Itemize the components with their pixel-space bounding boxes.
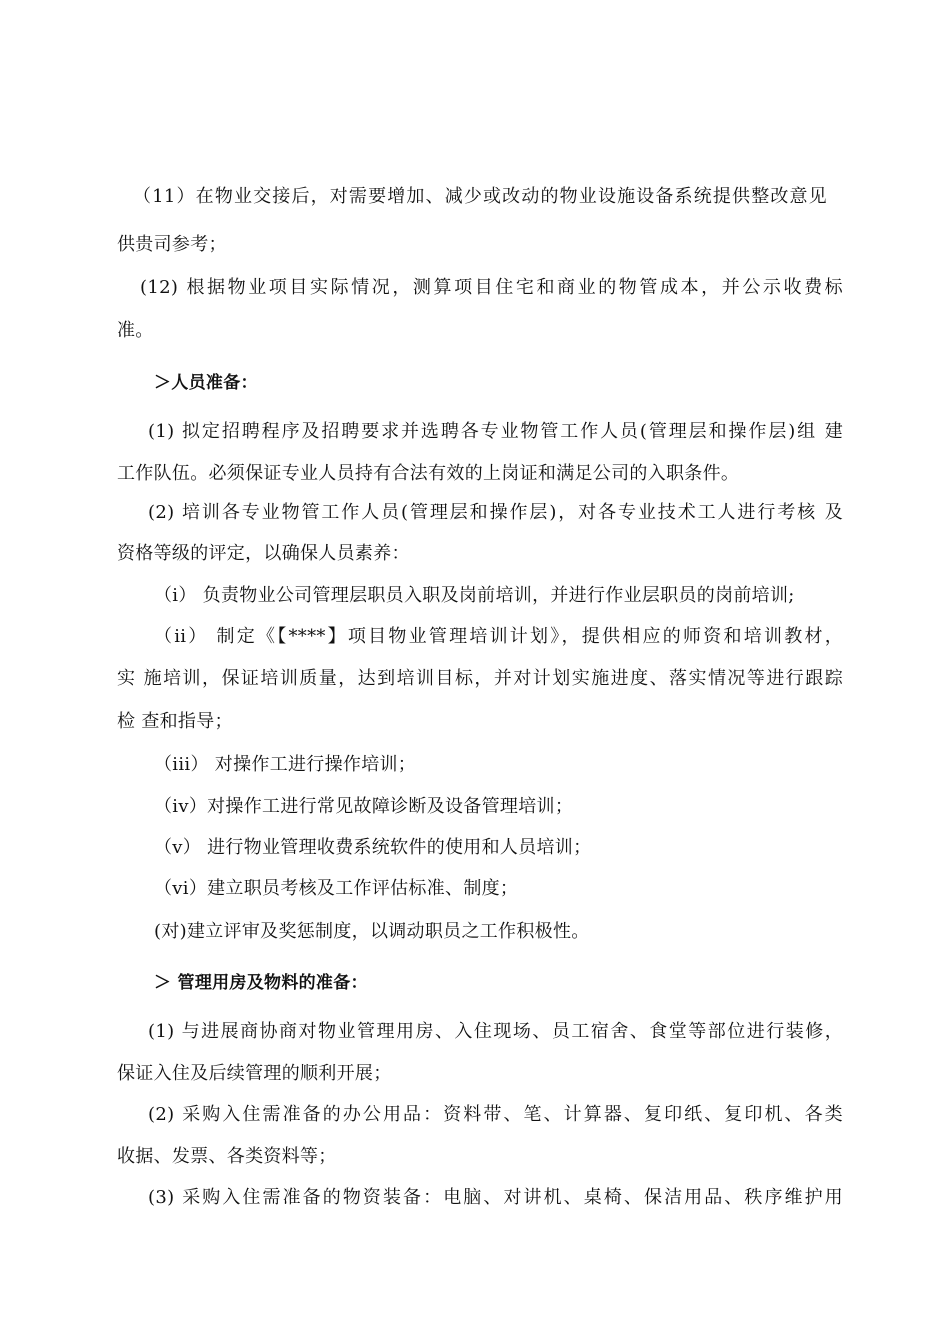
heading-premises-materials: ＞ 管理用房及物料的准备： bbox=[154, 973, 368, 993]
personnel-sub-vi: （vi）建立职员考核及工作评估标准、制度； bbox=[154, 878, 519, 899]
personnel-sub-vii: (对)建立评审及奖惩制度，以调动职员之工作积极性。 bbox=[154, 921, 590, 942]
personnel-sub-v: （v） 进行物业管理收费系统软件的使用和人员培训； bbox=[154, 837, 592, 858]
item-11-line-1: （11）在物业交接后，对需要增加、减少或改动的物业设施设备系统提供整改意见 bbox=[133, 186, 827, 207]
personnel-item-2-line-1: (2) 培训各专业物管工作人员(管理层和操作层)，对各专业技术工人进行考核 及 bbox=[148, 502, 843, 523]
premises-item-1-line-1: (1) 与进展商协商对物业管理用房、入住现场、员工宿舍、食堂等部位进行装修， bbox=[148, 1021, 843, 1042]
item-11-line-2: 供贵司参考； bbox=[117, 234, 227, 255]
item-12-line-1: (12) 根据物业项目实际情况，测算项目住宅和商业的物管成本，并公示收费标 bbox=[140, 277, 843, 298]
personnel-item-2-line-2: 资格等级的评定，以确保人员素养： bbox=[117, 543, 410, 564]
personnel-sub-ii-line-1: （ii） 制定《【****】项目物业管理培训计划》，提供相应的师资和培训教材， bbox=[154, 626, 843, 647]
personnel-sub-ii-line-2: 实 施培训，保证培训质量，达到培训目标，并对计划实施进度、落实情况等进行跟踪 bbox=[117, 668, 843, 689]
premises-item-2-line-1: (2) 采购入住需准备的办公用品：资料带、笔、计算器、复印纸、复印机、各类 bbox=[148, 1104, 843, 1125]
heading-personnel-preparation: ＞人员准备： bbox=[154, 373, 258, 393]
personnel-item-1-line-1: (1) 拟定招聘程序及招聘要求并选聘各专业物管工作人员(管理层和操作层)组 建 bbox=[148, 421, 843, 442]
personnel-sub-i: （i） 负责物业公司管理层职员入职及岗前培训，并进行作业层职员的岗前培训; bbox=[154, 585, 795, 606]
item-12-line-2: 准。 bbox=[117, 320, 154, 341]
premises-item-1-line-2: 保证入住及后续管理的顺利开展； bbox=[117, 1063, 392, 1084]
personnel-sub-ii-line-3: 检 查和指导； bbox=[117, 711, 233, 732]
personnel-item-1-line-2: 工作队伍。必须保证专业人员持有合法有效的上岗证和满足公司的入职条件。 bbox=[117, 463, 740, 484]
premises-item-2-line-2: 收据、发票、各类资料等； bbox=[117, 1146, 337, 1167]
personnel-sub-iv: （iv）对操作工进行常见故障诊断及设备管理培训； bbox=[154, 796, 574, 817]
premises-item-3-line-1: (3) 采购入住需准备的物资装备：电脑、对讲机、桌椅、保洁用品、秩序维护用 bbox=[148, 1187, 843, 1208]
personnel-sub-iii: （iii） 对操作工进行操作培训； bbox=[154, 754, 417, 775]
